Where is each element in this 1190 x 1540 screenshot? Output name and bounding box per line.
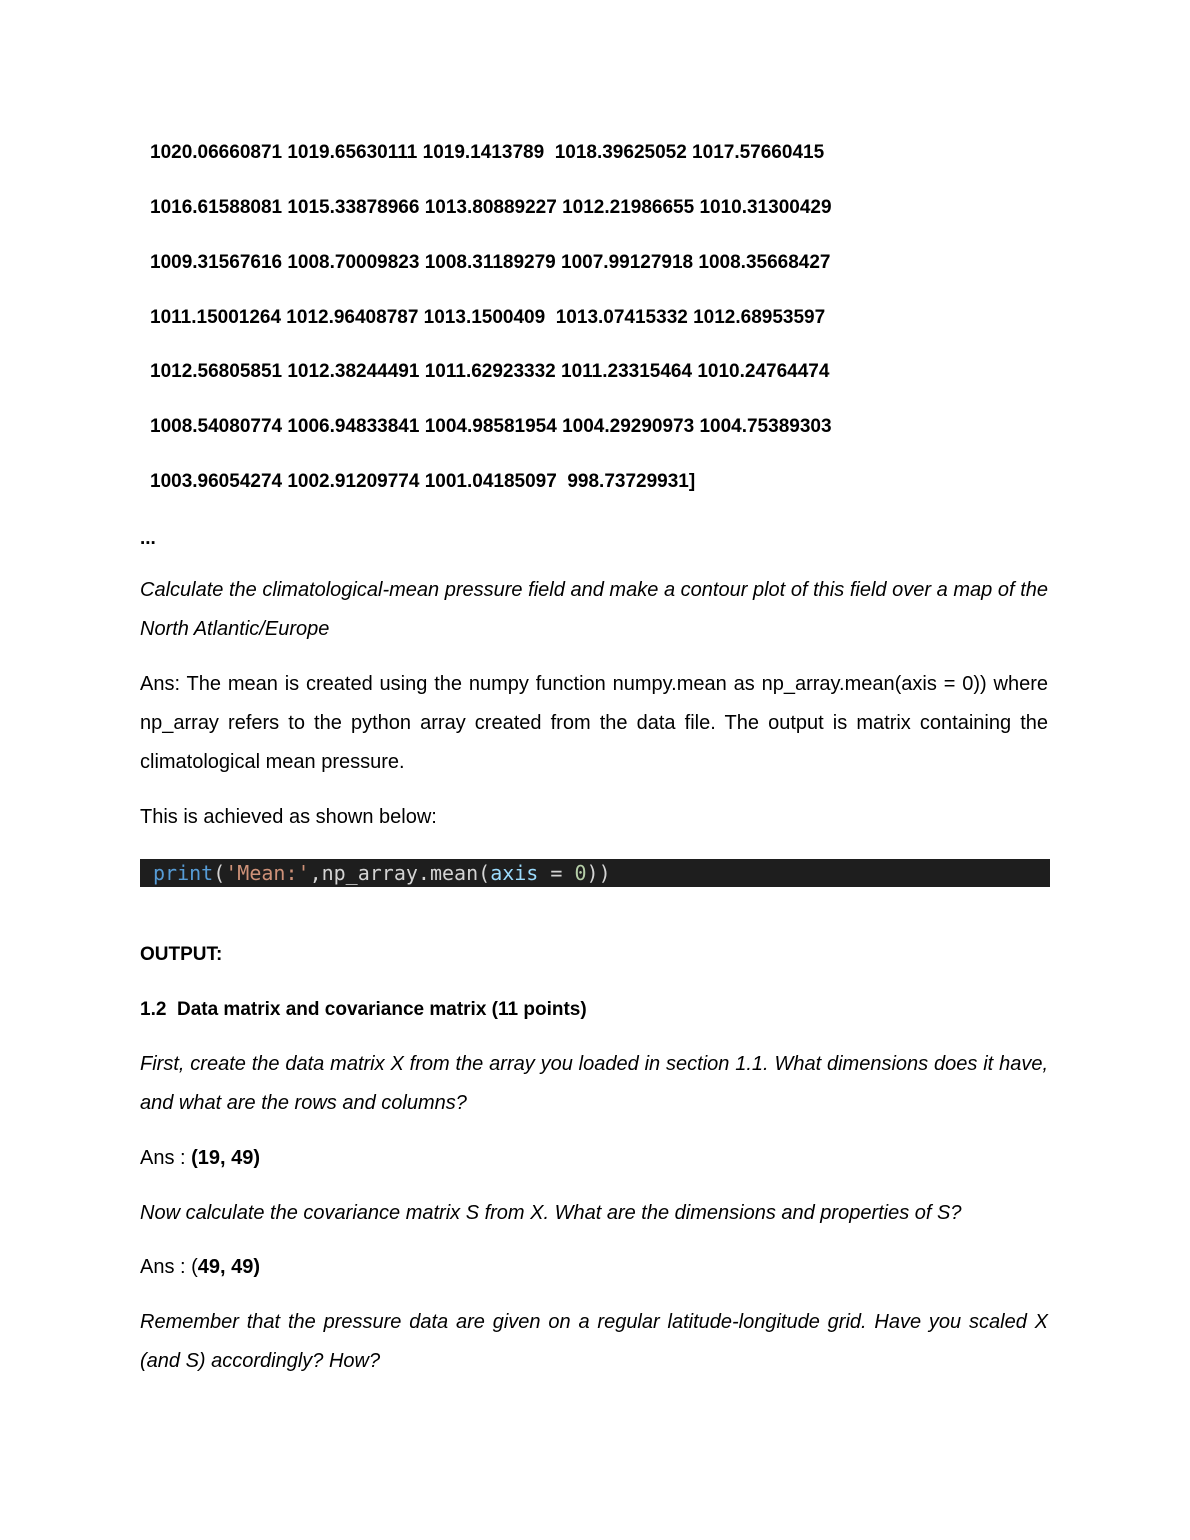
code-arg: axis — [490, 861, 539, 885]
code-string: 'Mean:' — [225, 861, 310, 885]
code-eq: = — [538, 861, 575, 885]
answer-prefix: Ans : ( — [140, 1256, 198, 1278]
question-scaling: Remember that the pressure data are given on a regular latitude-longitude grid. Have you scaled X (and S) accordingly? How? — [140, 1311, 1048, 1372]
code-call: ,np_array.mean( — [309, 861, 491, 885]
ellipsis: ... — [140, 528, 156, 549]
code-block — [140, 859, 1050, 887]
array-line-7: 1003.96054274 1002.91209774 1001.04185097 998.73729931] — [150, 471, 696, 492]
answer-value: (19, 49) — [191, 1147, 261, 1169]
array-line-4: 1011.15001264 1012.96408787 1013.1500409 1013.07415332 1012.68953597 — [150, 307, 826, 328]
array-line-5: 1012.56805851 1012.38244491 1011.62923332 1011.23315464 1010.24764474 — [150, 361, 830, 382]
array-line-3: 1009.31567616 1008.70009823 1008.31189279 1007.99127918 1008.35668427 — [150, 252, 831, 273]
code-open: ( — [213, 861, 226, 885]
question-covariance: Now calculate the covariance matrix S from X. What are the dimensions and properties of S? — [140, 1202, 962, 1224]
array-line-2: 1016.61588081 1015.33878966 1013.80889227 1012.21986655 1010.31300429 — [150, 197, 832, 218]
code-close: )) — [586, 861, 611, 885]
shown-below-text: This is achieved as shown below: — [140, 806, 437, 828]
array-line-1: 1020.06660871 1019.65630111 1019.1413789 1018.39625052 1017.57660415 — [150, 142, 825, 163]
answer-data-matrix — [140, 1139, 1048, 1178]
section-heading: 1.2 Data matrix and covariance matrix (11 points) — [140, 999, 587, 1020]
question-data-matrix: First, create the data matrix X from the array you loaded in section 1.1. What dimensions does it have, and what are the rows and columns? — [140, 1053, 1048, 1114]
array-line-6: 1008.54080774 1006.94833841 1004.98581954 1004.29290973 1004.75389303 — [150, 416, 832, 437]
question-climatological-mean: Calculate the climatological-mean pressure field and make a contour plot of this field over a map of the North Atlantic/Europe — [140, 579, 1048, 640]
answer-mean: Ans: The mean is created using the numpy function numpy.mean as np_array.mean(axis = 0)) where np_array refers to the python array created from the data file. The output is matrix containing the climatological mean pressure. — [140, 673, 1048, 773]
answer-prefix: Ans : — [140, 1147, 192, 1169]
answer-value: 49, 49) — [197, 1256, 261, 1278]
code-number: 0 — [574, 861, 587, 885]
output-label: OUTPUT: — [140, 944, 223, 965]
code-fn: print — [153, 861, 214, 885]
answer-covariance — [140, 1248, 1048, 1287]
